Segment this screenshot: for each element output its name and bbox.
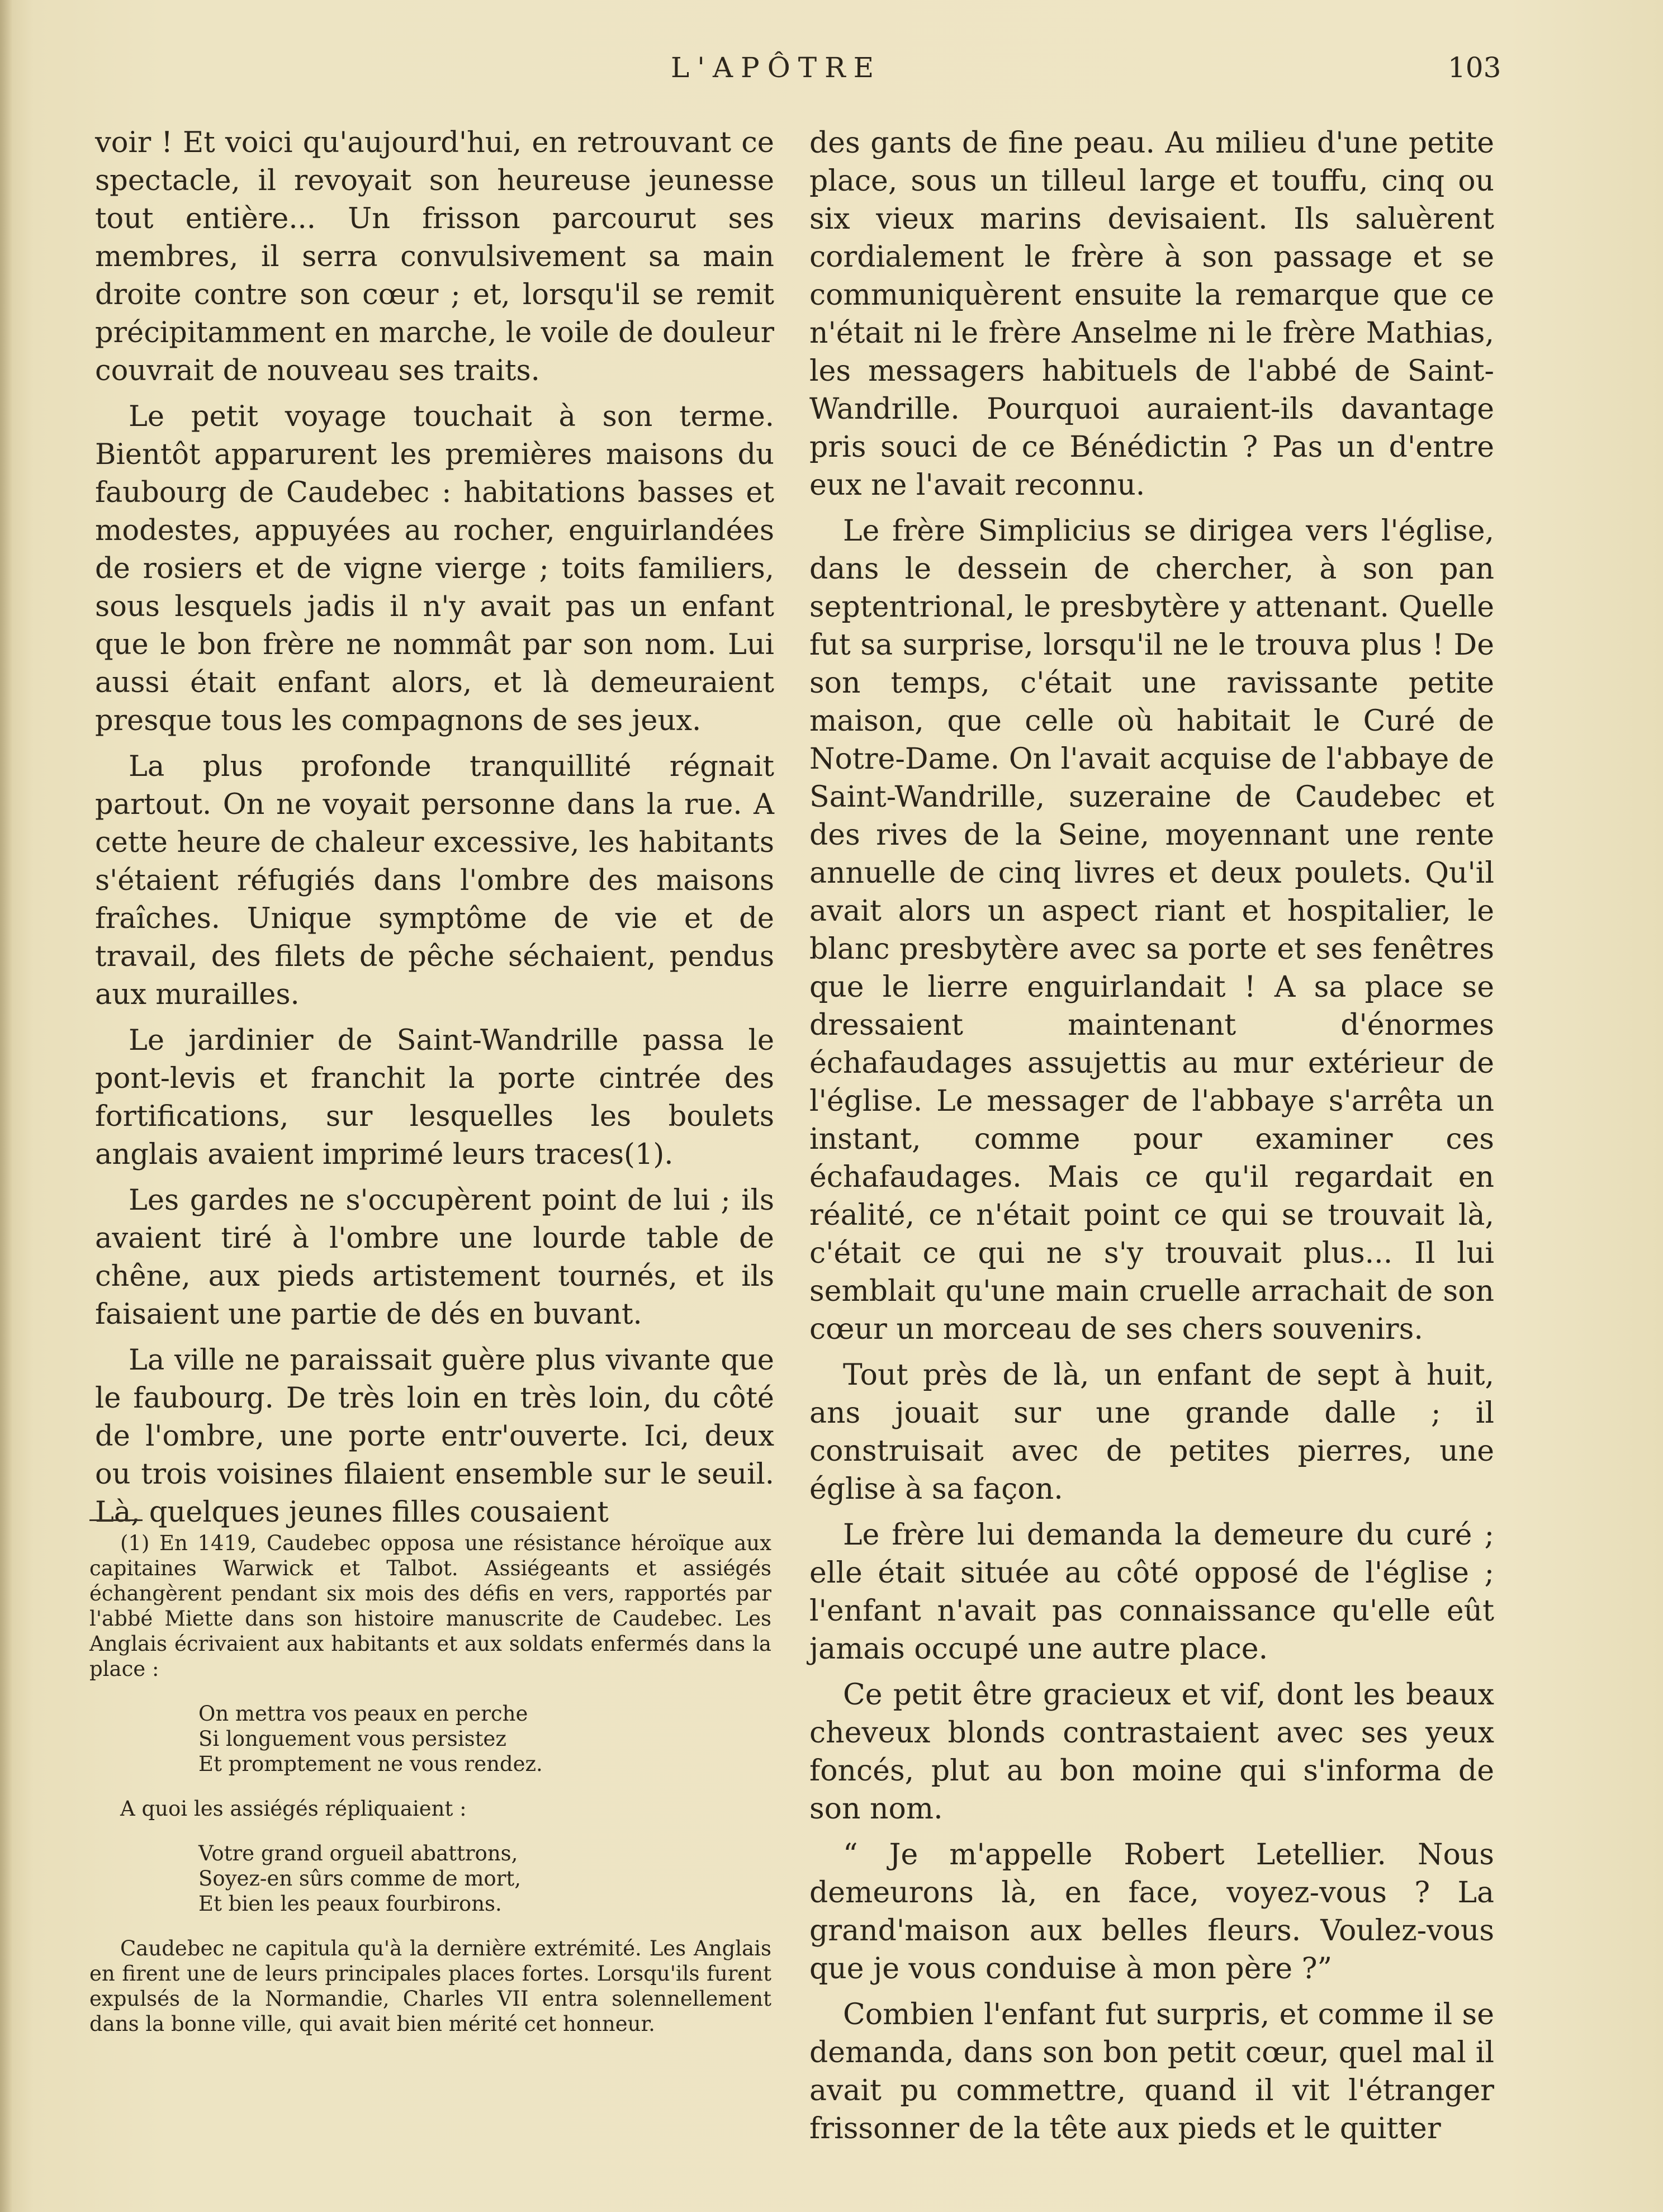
right-column	[809, 124, 1494, 2156]
paragraph: Les gardes ne s'occupèrent point de lui ; ils avaient tiré à l'ombre une lourde table de chêne, aux pieds artistement tournés, et ils faisaient une partie de dés en buvant.	[95, 1184, 774, 1331]
footnote-rule	[89, 1519, 143, 1521]
paragraph: La plus profonde tranquillité régnait partout. On ne voyait personne dans la rue. A cette heure de chaleur excessive, les habitants s'étaient réfugiés dans l'ombre des maisons fraîches. Unique symptôme de vie et de travail, des filets de pêche séchaient, pendus aux murailles.	[95, 750, 774, 1011]
paragraph: La ville ne paraissait guère plus vivante que le faubourg. De très loin en très loin, du côté de l'ombre, une porte entr'ouverte. Ici, deux ou trois voisines filaient ensemble sur le seuil. Là, quelques jeunes filles cousaient	[95, 1344, 774, 1529]
paragraph: Le petit voyage touchait à son terme. Bientôt apparurent les premières maisons du faubourg de Caudebec : habitations basses et modestes, appuyées au rocher, enguirlandées de rosiers et de vigne vierge ; toits familiers, sous lesquels jadis il n'y avait pas un enfant que le bon frère ne nommât par son nom. Lui aussi était enfant alors, et là demeuraient presque tous les compagnons de ses jeux.	[95, 400, 774, 737]
verse-line: On mettra vos peaux en perche	[198, 1702, 528, 1726]
paragraph: des gants de fine peau. Au milieu d'une petite place, sous un tilleul large et touffu, cinq ou six vieux marins devisaient. Ils saluèrent cordialement le frère à son passage et se communiquèrent ensuite la remarque que ce n'était ni le frère Anselme ni le frère Mathias, les messagers habituels de l'abbé de Saint-Wandrille. Pourquoi auraient-ils davantage pris souci de ce Bénédictin ? Pas un d'entre eux ne l'avait reconnu.	[809, 126, 1494, 502]
binding-edge-shadow	[0, 0, 12, 2212]
paragraph: Le frère lui demanda la demeure du curé ; elle était située au côté opposé de l'église ; l'enfant n'avait pas connaissance qu'elle eût jamais occupé une autre place.	[809, 1518, 1494, 1666]
left-column	[95, 124, 774, 1540]
verse-english-threat	[198, 1701, 771, 1777]
paragraph: Le jardinier de Saint-Wandrille passa le pont-levis et franchit la porte cintrée des fortifications, sur lesquelles les boulets anglais avaient imprimé leurs traces(1).	[95, 1024, 774, 1171]
verse-line: Si longuement vous persistez	[198, 1727, 506, 1751]
verse-line: Votre grand orgueil abattrons,	[198, 1841, 518, 1865]
verse-line: Et promptement ne vous rendez.	[198, 1752, 543, 1776]
footnote-intro: (1) En 1419, Caudebec opposa une résistance héroïque aux capitaines Warwick et Talbot. Assiégeants et assiégés échangèrent pendant six mois des défis en vers, rapportés par l'abbé Miette dans son histoire manuscrite de Caudebec. Les Anglais écrivaient aux habitants et aux soldats enfermés dans la place :	[89, 1531, 771, 1681]
page-number: 103	[1448, 51, 1501, 84]
running-head: L'APÔTRE	[671, 51, 882, 84]
paragraph: Ce petit être gracieux et vif, dont les beaux cheveux blonds contrastaient avec ses yeux foncés, plut au bon moine qui s'informa de son nom.	[809, 1678, 1494, 1826]
verse-line: Et bien les peaux fourbirons.	[198, 1892, 502, 1916]
paragraph: “ Je m'appelle Robert Letellier. Nous demeurons là, en face, voyez-vous ? La grand'maison aux belles fleurs. Voulez-vous que je vous conduise à mon père ?”	[809, 1838, 1494, 1986]
footnote	[89, 1531, 771, 2036]
paragraph: Le frère Simplicius se dirigea vers l'église, dans le dessein de chercher, à son pan septentrional, le presbytère y attenant. Quelle fut sa surprise, lorsqu'il ne le trouva plus ! De son temps, c'était une ravissante petite maison, que celle où habitait le Curé de Notre-Dame. On l'avait acquise de l'abbaye de Saint-Wandrille, suzeraine de Caudebec et des rives de la Seine, moyennant une rente annuelle de cinq livres et deux poulets. Qu'il avait alors un aspect riant et hospitalier, le blanc presbytère avec sa porte et ses fenêtres que le lierre enguirlandait ! A sa place se dressaient maintenant d'énormes échafaudages assujettis au mur extérieur de l'église. Le messager de l'abbaye s'arrêta un instant, comme pour examiner ces échafaudages. Mais ce qu'il regardait en réalité, ce n'était point ce qui se trouvait là, c'était ce qui ne s'y trouvait plus... Il lui semblait qu'une main cruelle arrachait de son cœur un morceau de ses chers souvenirs.	[809, 514, 1494, 1346]
verse-line: Soyez-en sûrs comme de mort,	[198, 1867, 522, 1891]
paragraph: voir ! Et voici qu'aujourd'hui, en retrouvant ce spectacle, il revoyait son heureuse jeunesse tout entière... Un frisson parcourut ses membres, il serra convulsivement sa main droite contre son cœur ; et, lorsqu'il se remit précipitamment en marche, le voile de douleur couvrait de nouveau ses traits.	[95, 126, 774, 387]
paragraph: Tout près de là, un enfant de sept à huit, ans jouait sur une grande dalle ; il construisait avec de petites pierres, une église à sa façon.	[809, 1358, 1494, 1506]
footnote-reply-intro: A quoi les assiégés répliquaient :	[120, 1797, 467, 1821]
verse-besieged-reply	[198, 1841, 771, 1916]
footnote-conclusion: Caudebec ne capitula qu'à la dernière extrémité. Les Anglais en firent une de leurs principales places fortes. Lorsqu'ils furent expulsés de la Normandie, Charles VII entra solennellement dans la bonne ville, qui avait bien mérité cet honneur.	[89, 1936, 771, 2036]
paragraph: Combien l'enfant fut surpris, et comme il se demanda, dans son bon petit cœur, quel mal il avait pu commettre, quand il vit l'étranger frissonner de la tête aux pieds et le quitter	[809, 1998, 1494, 2145]
